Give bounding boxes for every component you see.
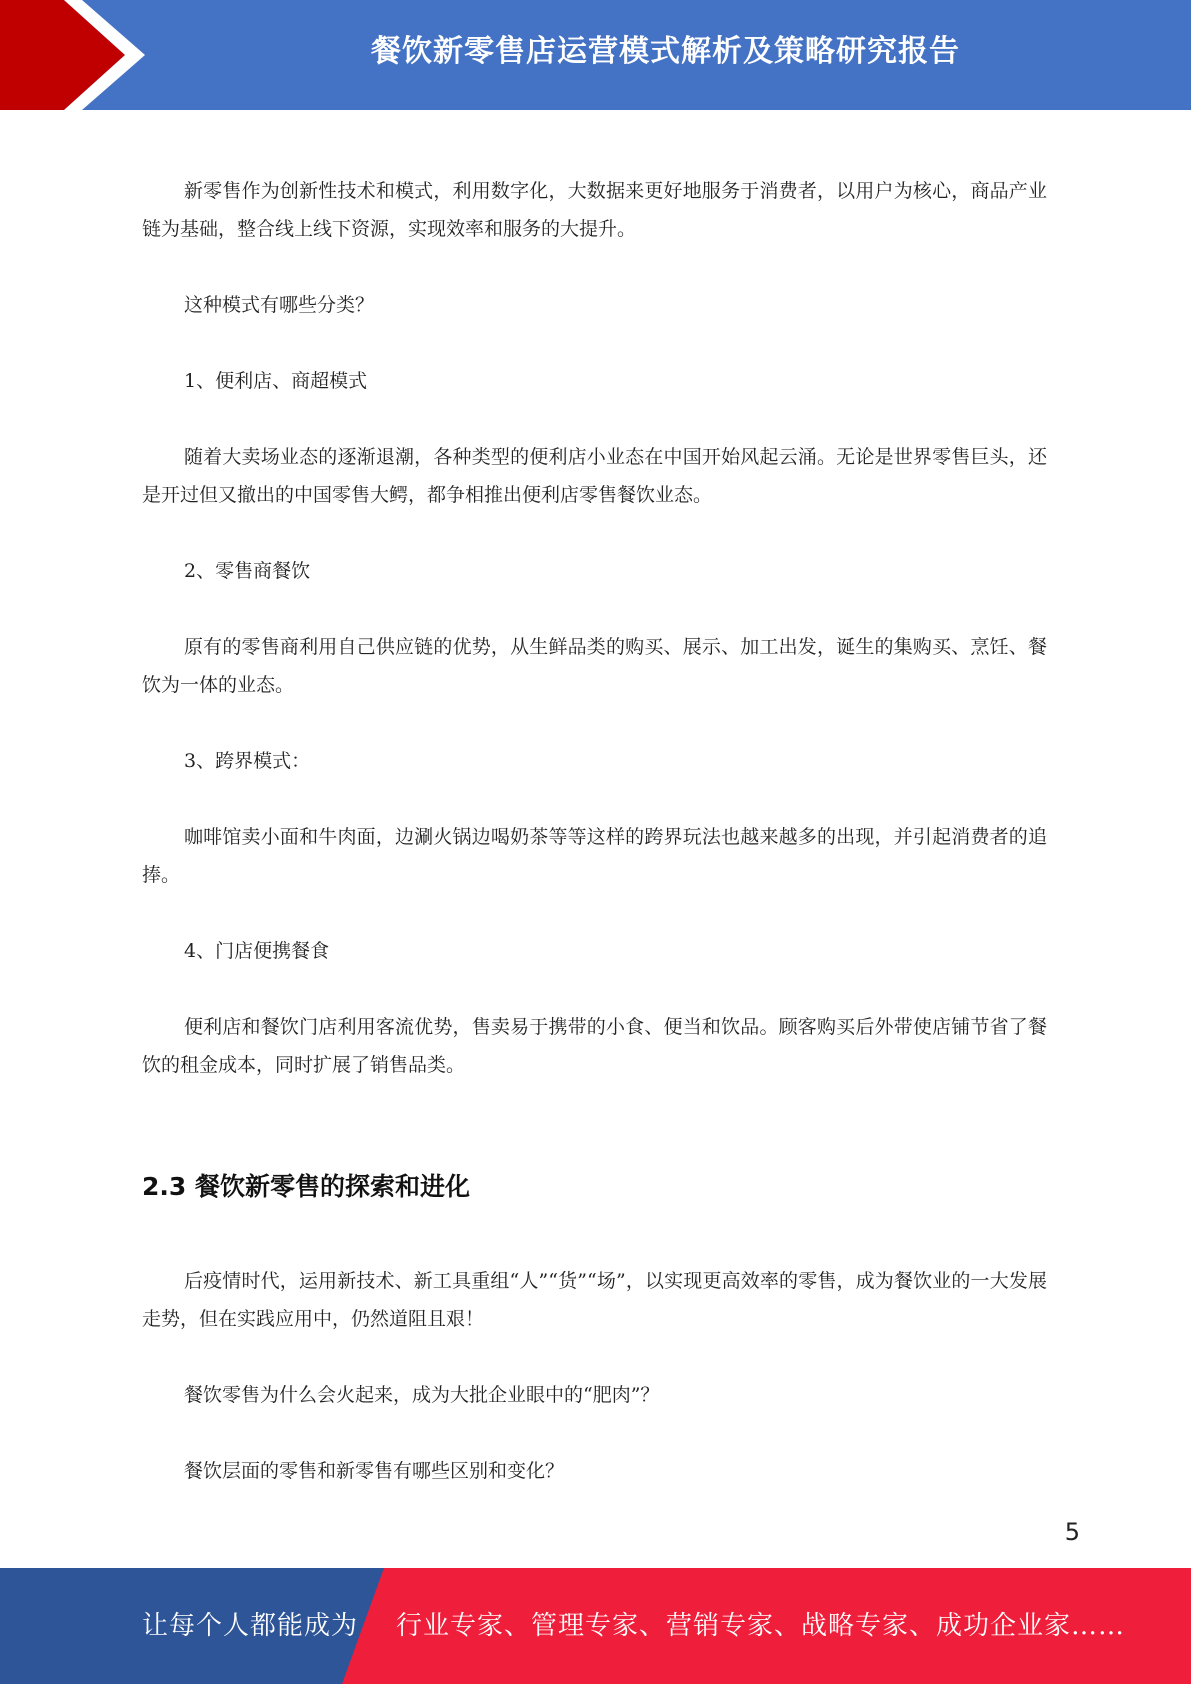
paragraph: 餐饮层面的零售和新零售有哪些区别和变化？ — [184, 1460, 565, 1482]
report-title: 餐饮新零售店运营模式解析及策略研究报告 — [371, 34, 960, 69]
paragraph: 这种模式有哪些分类？ — [184, 294, 375, 316]
paragraph: 后疫情时代，运用新技术、新工具重组“人”“货”“场”，以实现更高效率的零售，成为餐饮业的一大发展走势，但在实践应用中，仍然道阻且艰！ — [142, 1270, 1047, 1330]
list-item-heading: 2、零售商餐饮 — [184, 560, 311, 582]
footer-banner — [0, 1568, 1191, 1684]
header-banner — [0, 0, 1191, 110]
footer-slogan-right: 行业专家、管理专家、营销专家、战略专家、成功企业家…… — [396, 1611, 1126, 1641]
paragraph: 餐饮零售为什么会火起来，成为大批企业眼中的“肥肉”？ — [184, 1384, 660, 1406]
section-heading: 2.3 餐饮新零售的探索和进化 — [142, 1172, 470, 1201]
paragraph: 咖啡馆卖小面和牛肉面，边涮火锅边喝奶茶等等这样的跨界玩法也越来越多的出现，并引起消费者的追捧。 — [142, 826, 1047, 886]
list-item-heading: 3、跨界模式： — [184, 750, 311, 772]
footer-slogan-left: 让每个人都能成为 — [142, 1611, 359, 1641]
paragraph: 新零售作为创新性技术和模式，利用数字化，大数据来更好地服务于消费者，以用户为核心，商品产业链为基础，整合线上线下资源，实现效率和服务的大提升。 — [142, 180, 1047, 240]
paragraph: 便利店和餐饮门店利用客流优势，售卖易于携带的小食、便当和饮品。顾客购买后外带使店铺节省了餐饮的租金成本，同时扩展了销售品类。 — [142, 1016, 1047, 1076]
list-item-heading: 4、门店便携餐食 — [184, 940, 330, 962]
page-number: 5 — [1064, 1518, 1080, 1546]
paragraph: 随着大卖场业态的逐渐退潮，各种类型的便利店小业态在中国开始风起云涌。无论是世界零售巨头，还是开过但又撤出的中国零售大鳄，都争相推出便利店零售餐饮业态。 — [142, 446, 1047, 506]
list-item-heading: 1、便利店、商超模式 — [184, 370, 368, 392]
header-red-arrow-shape — [0, 0, 160, 110]
paragraph: 原有的零售商利用自己供应链的优势，从生鲜品类的购买、展示、加工出发，诞生的集购买、烹饪、餐饮为一体的业态。 — [142, 636, 1047, 696]
